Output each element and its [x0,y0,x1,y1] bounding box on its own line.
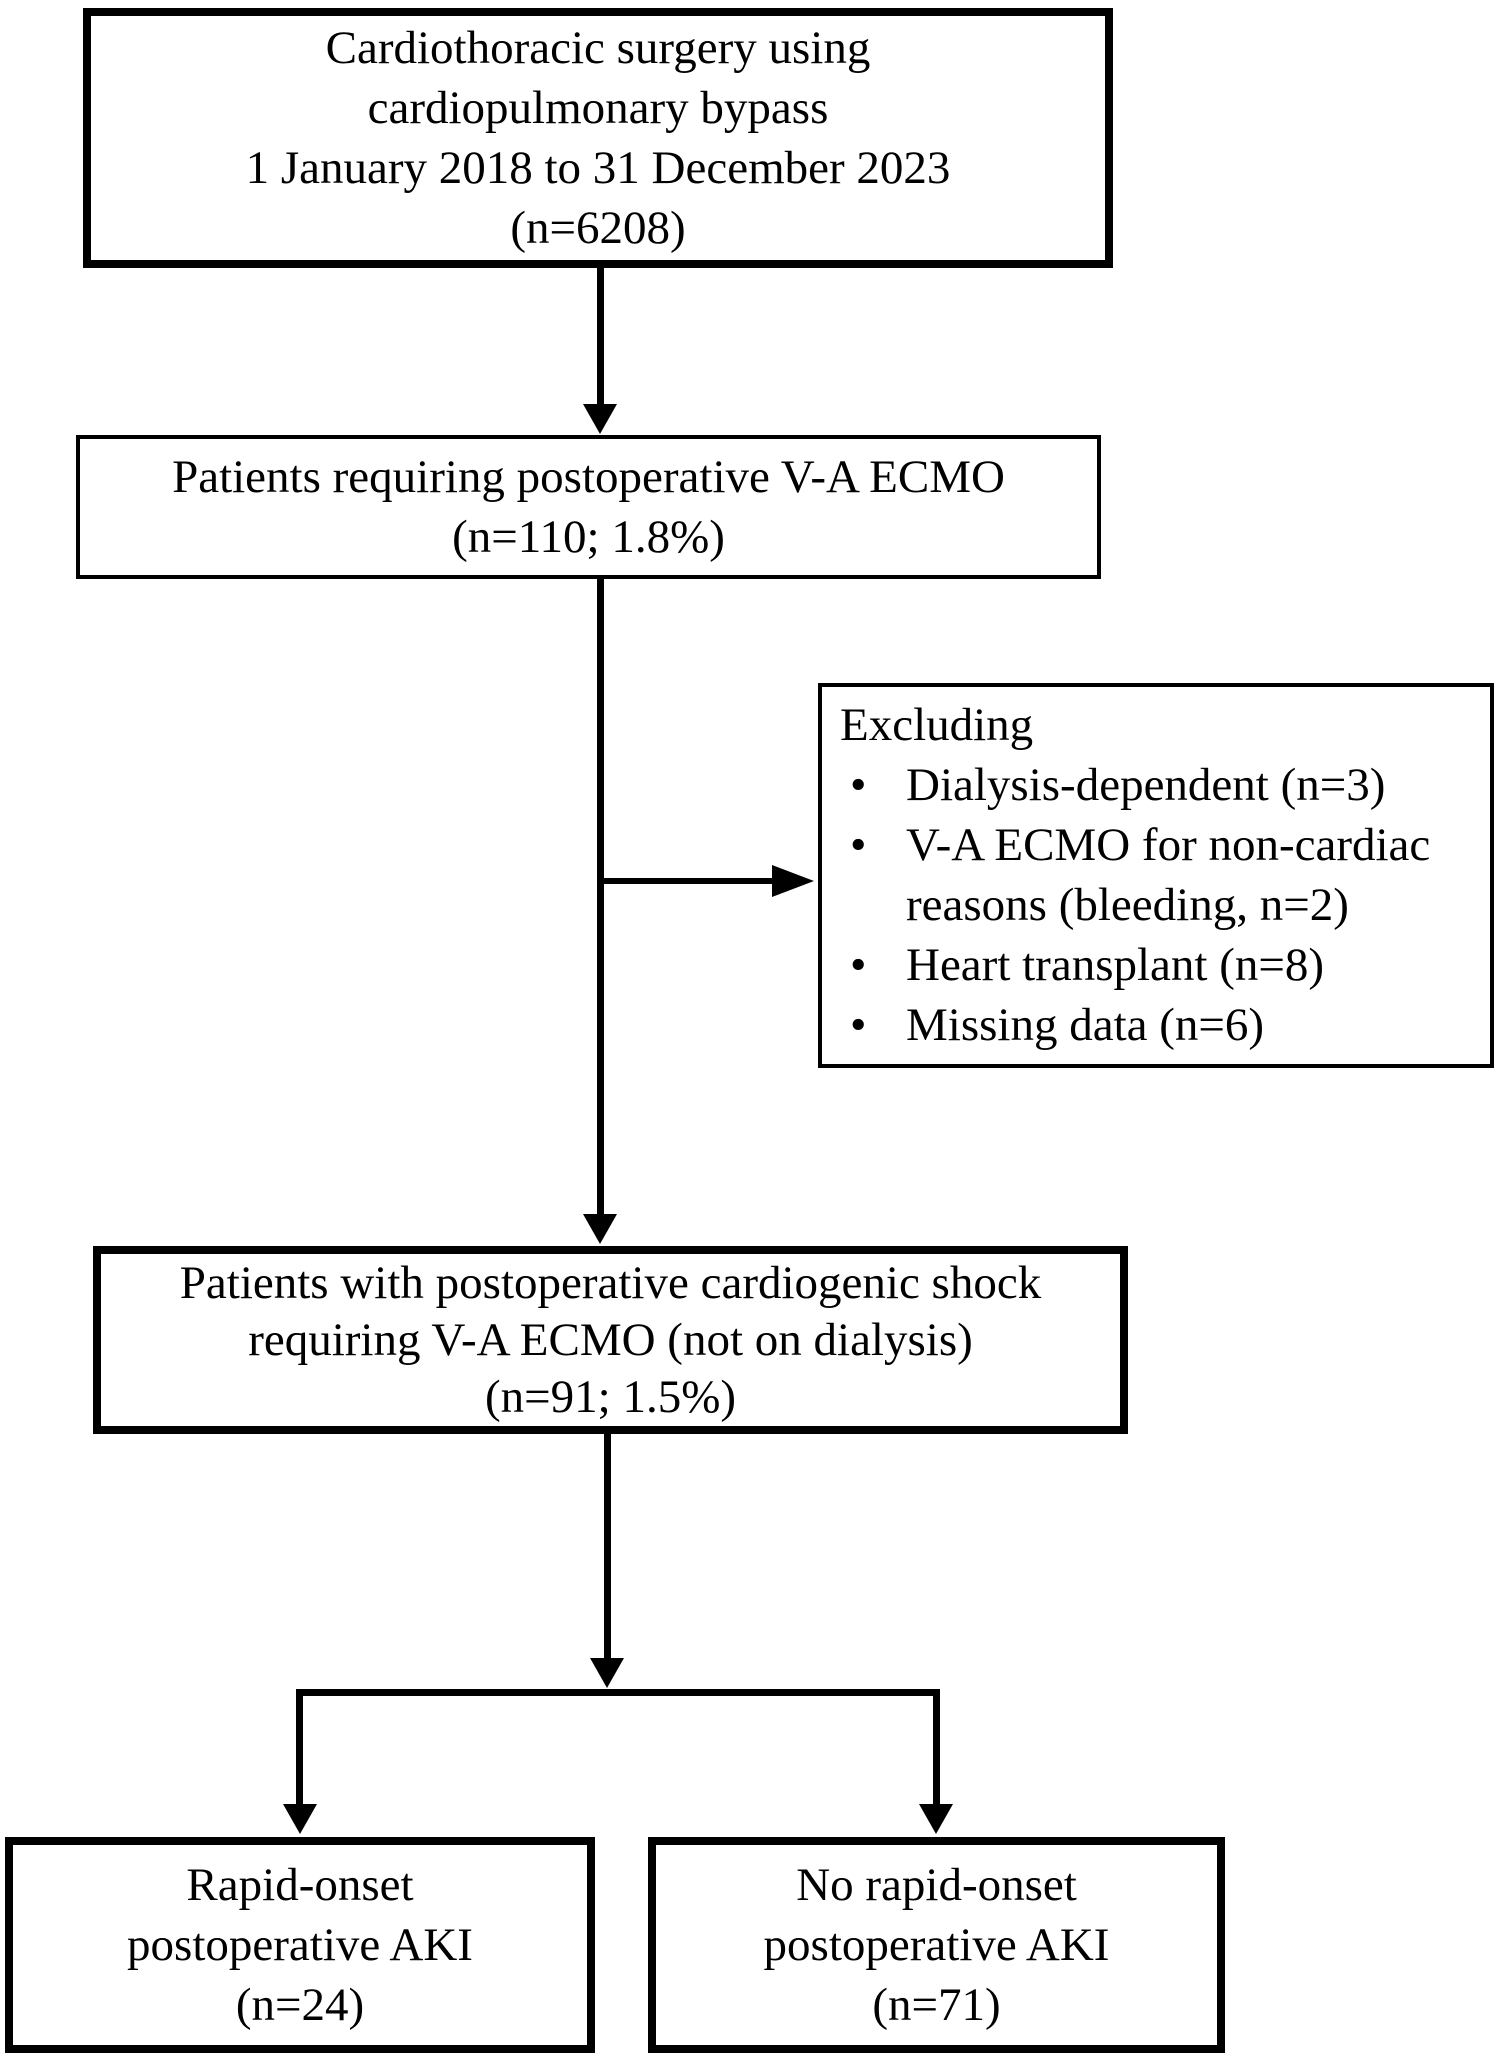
box-text-line: (n=91; 1.5%) [484,1370,737,1423]
box-text-line: postoperative AKI [763,1919,1110,1971]
arrow-shock-to-branch-head [590,1658,624,1688]
box-text-line: (n=110; 1.8%) [452,511,725,563]
box-postoperative-ecmo [76,435,1101,579]
arrow-to-exclusions-line [603,878,772,884]
box-cardiogenic-shock [93,1246,1128,1434]
exclusion-item-text: Missing data (n=6) [906,999,1265,1051]
box-exclusions [818,683,1494,1068]
box-text-line: No rapid-onset [796,1859,1077,1911]
bullet-icon: • [850,999,867,1051]
box-text-line: (n=6208) [510,202,686,254]
exclusion-item-text: V-A ECMO for non-cardiac reasons (bleeding, n=2) [906,819,1431,931]
arrow-branch-right-head [919,1804,953,1834]
arrow-branch-left-head [283,1804,317,1834]
arrow-to-exclusions-head [772,865,814,897]
box-text-line: requiring V-A ECMO (not on dialysis) [248,1313,973,1366]
arrow-surgery-to-ecmo-head [583,404,617,434]
box-text-line: postoperative AKI [127,1919,473,1971]
box-text-line: Patients with postoperative cardiogenic shock [179,1256,1042,1309]
box-text-line: (n=24) [235,1979,365,2031]
exclusion-item [822,995,1490,1055]
arrow-ecmo-to-shock-head [583,1214,617,1244]
arrow-surgery-to-ecmo-line [597,268,604,404]
arrow-branch-right-line [933,1689,940,1804]
box-no-rapid-onset-aki [648,1837,1225,2053]
box-text-line: 1 January 2018 to 31 December 2023 [245,142,951,194]
box-text-line: Patients requiring postoperative V-A ECMO [172,451,1005,503]
bullet-icon: • [850,759,867,811]
box-rapid-onset-aki [5,1837,595,2053]
exclusion-item [822,815,1490,935]
exclusion-item-text: Dialysis-dependent (n=3) [906,759,1386,811]
bullet-icon: • [850,939,867,991]
exclusions-title: Excluding [840,699,1034,751]
arrow-shock-to-branch-line [604,1434,611,1658]
exclusion-item [822,755,1490,815]
box-text-line: Cardiothoracic surgery using [325,22,871,74]
arrow-ecmo-to-shock-line [597,579,604,1214]
box-text-line: cardiopulmonary bypass [367,82,829,134]
box-text-line: Rapid-onset [186,1859,414,1911]
exclusion-item-text: Heart transplant (n=8) [906,939,1325,991]
arrow-branch-left-line [296,1689,303,1804]
branch-line [296,1689,940,1696]
box-text-line: (n=71) [872,1979,1001,2031]
bullet-icon: • [850,819,867,871]
exclusion-item [822,935,1490,995]
box-cardiothoracic-surgery [83,8,1113,268]
